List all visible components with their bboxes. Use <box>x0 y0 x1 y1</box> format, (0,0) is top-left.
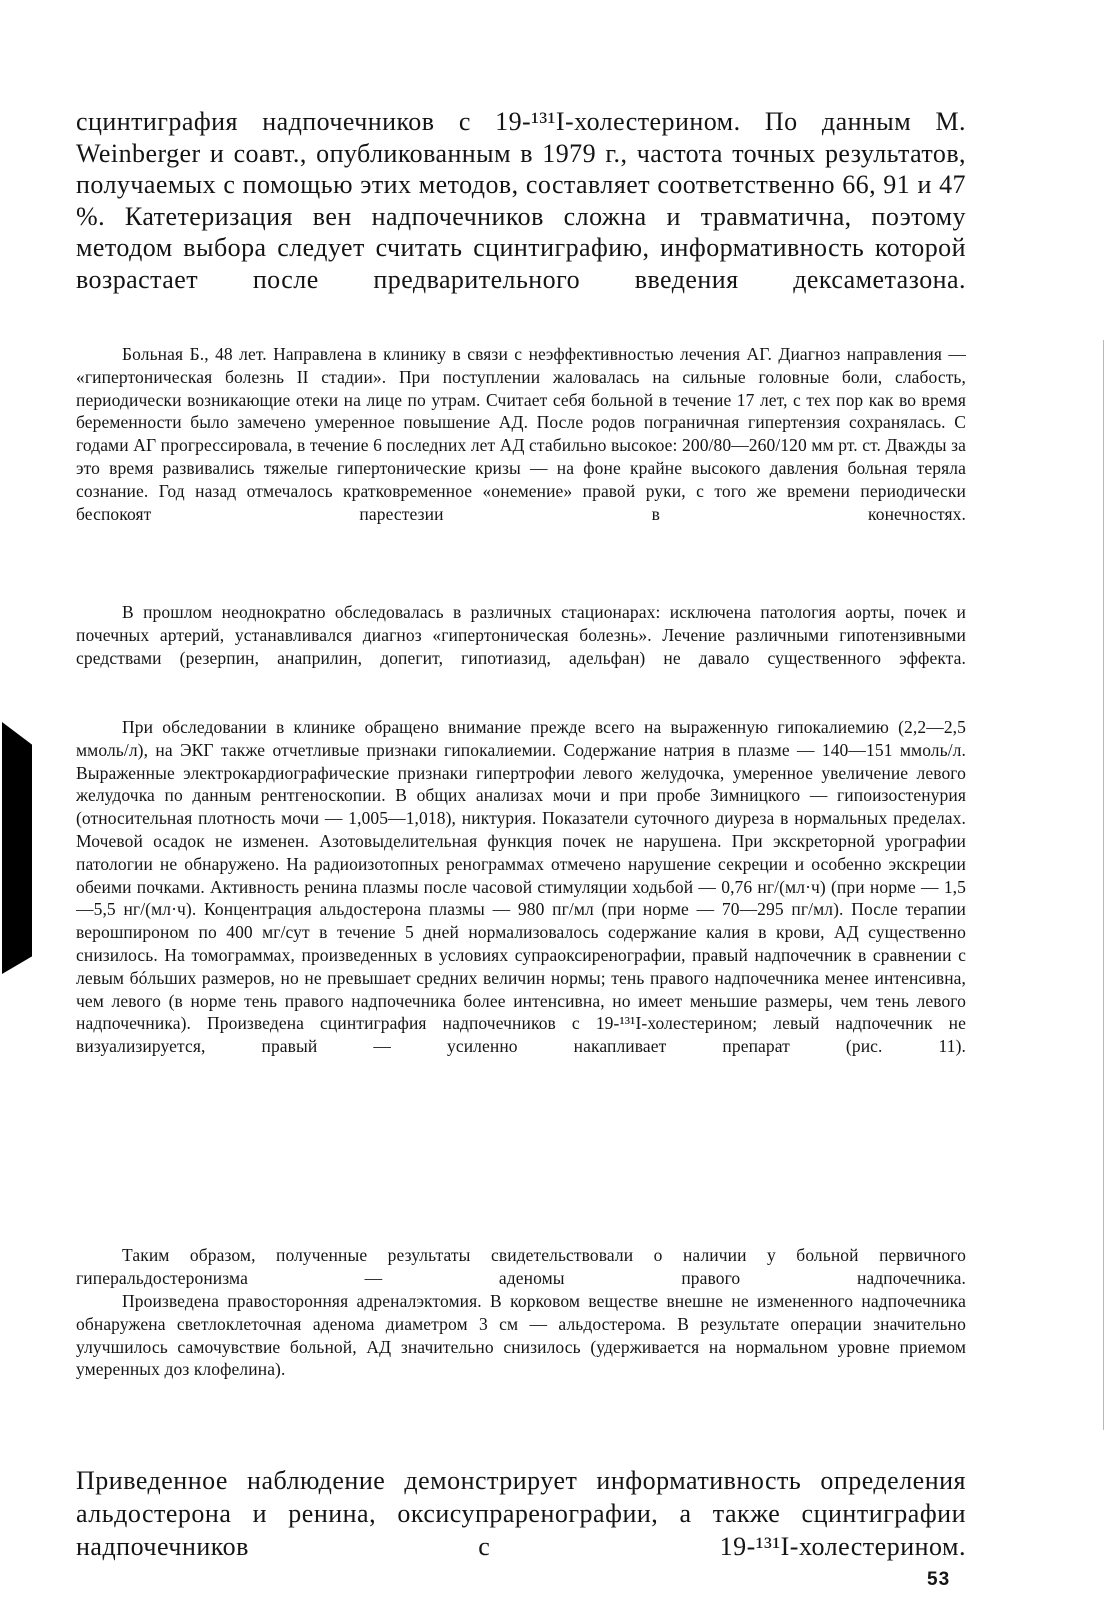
page-number: 53 <box>927 1569 951 1590</box>
conclusion-paragraph: Приведенное наблюдение демонстрирует информативность определения альдостерона и ренина, оксисупраренографии, а также сцинтиграфии надпочечников с 19-¹³¹I-холестерином. <box>76 1466 966 1561</box>
case-paragraph-3: При обследовании в клинике обращено внимание прежде всего на выраженную гипокалиемию (2,2—2,5 ммоль/л), на ЭКГ также отчетливые признаки гипокалиемии. Содержание натрия в плазме — 140—151 ммоль/л. Выраженные электрокардиографические признаки гипертрофии левого желудочка, умеренное увеличение левого желудочка по данным рентгеноскопии. В общих анализах мочи и при пробе Зимницкого — гипоизостенурия (относительная плотность мочи — 1,005—1,018), никтурия. Показатели суточного диуреза в нормальных пределах. Мочевой осадок не изменен. Азотовыделительная функция почек не нарушена. При экскреторной урографии патологии не обнаружено. На радиоизотопных ренограммах отмечено нарушение секреции и особенно экскреции обеими почками. Активность ренина плазмы после часовой стимуляции ходьбой — 0,76 нг/(мл·ч) (при норме — 1,5—5,5 нг/(мл·ч). Концентрация альдостерона плазмы — 980 пг/мл (при норме — 70—295 пг/мл). После терапии верошпироном по 400 мг/сут в течение 5 дней нормализовалось содержание калия в крови, АД существенно снизилось. На томограммах, произведенных в условиях супраоксиренографии, правый надпочечник в сравнении с левым бóльших размеров, но не превышает средних величин нормы; тень правого надпочечника менее интенсивна, чем левого (в норме тень правого надпочечника более интенсивна, но имеет меньшие размеры, чем тень левого надпочечника). Произведена сцинтиграфия надпочечников с 19-¹³¹I-холестерином; левый надпочечник не визуализируется, правый — усиленно накапливает препарат (рис. 11). <box>76 717 966 1057</box>
intro-paragraph: сцинтиграфия надпочечников с 19-¹³¹I-холестерином. По данным M. Weinberger и соавт., опубликованным в 1979 г., частота точных результатов, получаемых с помощью этих методов, составляет соответственно 66, 91 и 47 %. Катетеризация вен надпочечников сложна и травматична, поэтому методом выбора следует считать сцинтиграфию, информативность которой возрастает после предварительного введения дексаметазона. <box>76 107 966 294</box>
case-paragraph-1: Больная Б., 48 лет. Направлена в клинику в связи с неэффективностью лечения АГ. Диагноз направления — «гипертоническая болезнь II стадии». При поступлении жаловалась на сильные головные боли, слабость, периодически возникающие отеки на лице по утрам. Считает себя больной в течение 17 лет, с тех пор как во время беременности было замечено умеренное повышение АД. После родов пограничная гипертензия сохранялась. С годами АГ прогрессировала, в течение 6 последних лет АД стабильно высокое: 200/80—260/120 мм рт. ст. Дважды за это время развивались тяжелые гипертонические кризы — на фоне крайне высокого давления больная теряла сознание. Год назад отмечалось кратковременное «онемение» правой руки, с того же времени периодически беспокоят парестезии в конечностях. <box>76 344 966 524</box>
scan-edge-line <box>1103 340 1104 1430</box>
case-paragraph-5: Произведена правосторонняя адреналэктомия. В корковом веществе внешне не измененного надпочечника обнаружена светлоклеточная аденома диаметром 3 см — альдостерома. В результате операции значительно улучшилось самочувствие больной, АД значительно снизилось (удерживается на нормальном уровне приемом умеренных доз клофелина). <box>76 1291 966 1380</box>
case-paragraph-2: В прошлом неоднократно обследовалась в различных стационарах: исключена патология аорты, почек и почечных артерий, устанавливался диагноз «гипертоническая болезнь». Лечение различными гипотензивными средствами (резерпин, анаприлин, допегит, гипотиазид, адельфан) не давало существенного эффекта. <box>76 602 966 668</box>
scan-edge-mark <box>2 722 32 974</box>
case-paragraph-4: Таким образом, полученные результаты свидетельствовали о наличии у больной первичного гиперальдостеронизма — аденомы правого надпочечника. <box>76 1245 966 1288</box>
